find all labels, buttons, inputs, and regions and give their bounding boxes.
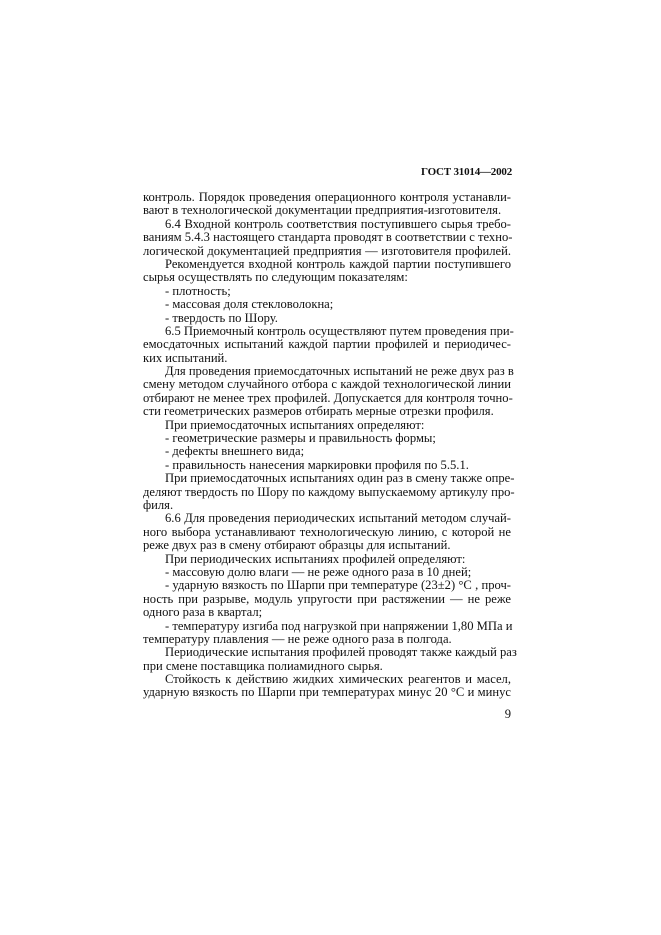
text-line: одного раза в квартал;	[143, 605, 263, 620]
text-line: смену методом случайного отбора с каждой технологической линии	[143, 377, 511, 392]
text-line: логической документацией предприятия — изготовителя профилей.	[143, 243, 511, 258]
text-line: Рекомендуется входной контроль каждой партии поступившего	[165, 256, 511, 271]
text-line: ваниям 5.4.3 настоящего стандарта проводят в соответствии с техно-	[143, 230, 513, 245]
text-line: - плотность;	[165, 283, 231, 298]
text-line: контроль. Порядок проведения операционного контроля устанавли-	[143, 190, 511, 204]
text-line: - твердость по Шору.	[165, 310, 278, 325]
text-line: ность при разрыве, модуль упругости при растяжении — не реже	[143, 591, 511, 606]
text-line: 6.5 Приемочный контроль осуществляют путем проведения при-	[165, 323, 514, 338]
body-text	[143, 190, 517, 700]
page-number: 9	[504, 707, 511, 721]
text-line: реже двух раз в смену отбирают образцы для испытаний.	[143, 538, 451, 553]
text-line: При приемосдаточных испытаниях один раз в смену также опре-	[165, 471, 515, 486]
text-line: вают в технологической документации предприятия-изготовителя.	[143, 203, 502, 218]
text-line: - температуру изгиба под нагрузкой при напряжении 1,80 МПа и	[165, 618, 513, 633]
text-line: ких испытаний.	[143, 350, 228, 365]
text-line: 6.6 Для проведения периодических испытаний методом случай-	[165, 511, 511, 526]
text-line: При периодических испытаниях профилей определяют:	[165, 551, 466, 566]
text-line: - массовую долю влаги — не реже одного раза в 10 дней;	[165, 564, 472, 579]
text-line: филя.	[143, 497, 174, 512]
standard-header: ГОСТ 31014—2002	[421, 166, 512, 178]
text-line: Для проведения приемосдаточных испытаний не реже двух раз в	[165, 364, 514, 379]
text-line: - геометрические размеры и правильность формы;	[165, 431, 436, 446]
text-line: - дефекты внешнего вида;	[165, 444, 305, 459]
text-line: сти геометрических размеров отбирать мерные отрезки профиля.	[143, 404, 494, 419]
text-line: деляют твердость по Шору по каждому выпускаемому артикулу про-	[143, 484, 515, 499]
text-line: Стойкость к действию жидких химических реагентов и масел,	[165, 672, 511, 687]
text-line: - массовая доля стекловолокна;	[165, 297, 334, 312]
text-line: 6.4 Входной контроль соответствия поступившего сырья требо-	[165, 216, 511, 231]
text-line: отбирают не менее трех профилей. Допускается для контроля точно-	[143, 390, 513, 405]
text-line: ударную вязкость по Шарпи при температурах минус 20 °С и минус	[143, 685, 511, 700]
text-line: сырья осуществлять по следующим показателям:	[143, 270, 408, 285]
text-line: - правильность нанесения маркировки профиля по 5.5.1.	[165, 457, 469, 472]
text-line: При приемосдаточных испытаниях определяют:	[165, 417, 425, 432]
text-line: температуру плавления — не реже одного раза в полгода.	[143, 631, 452, 646]
text-line: ного выбора устанавливают технологическую линию, с которой не	[143, 524, 511, 539]
text-line: емосдаточных испытаний каждой партии профилей и периодичес-	[143, 337, 511, 352]
text-line: - ударную вязкость по Шарпи при температуре (23±2) °С , проч-	[165, 578, 511, 593]
text-line: при смене поставщика полиамидного сырья.	[143, 658, 383, 673]
text-line: Периодические испытания профилей проводят также каждый раз	[165, 645, 517, 660]
